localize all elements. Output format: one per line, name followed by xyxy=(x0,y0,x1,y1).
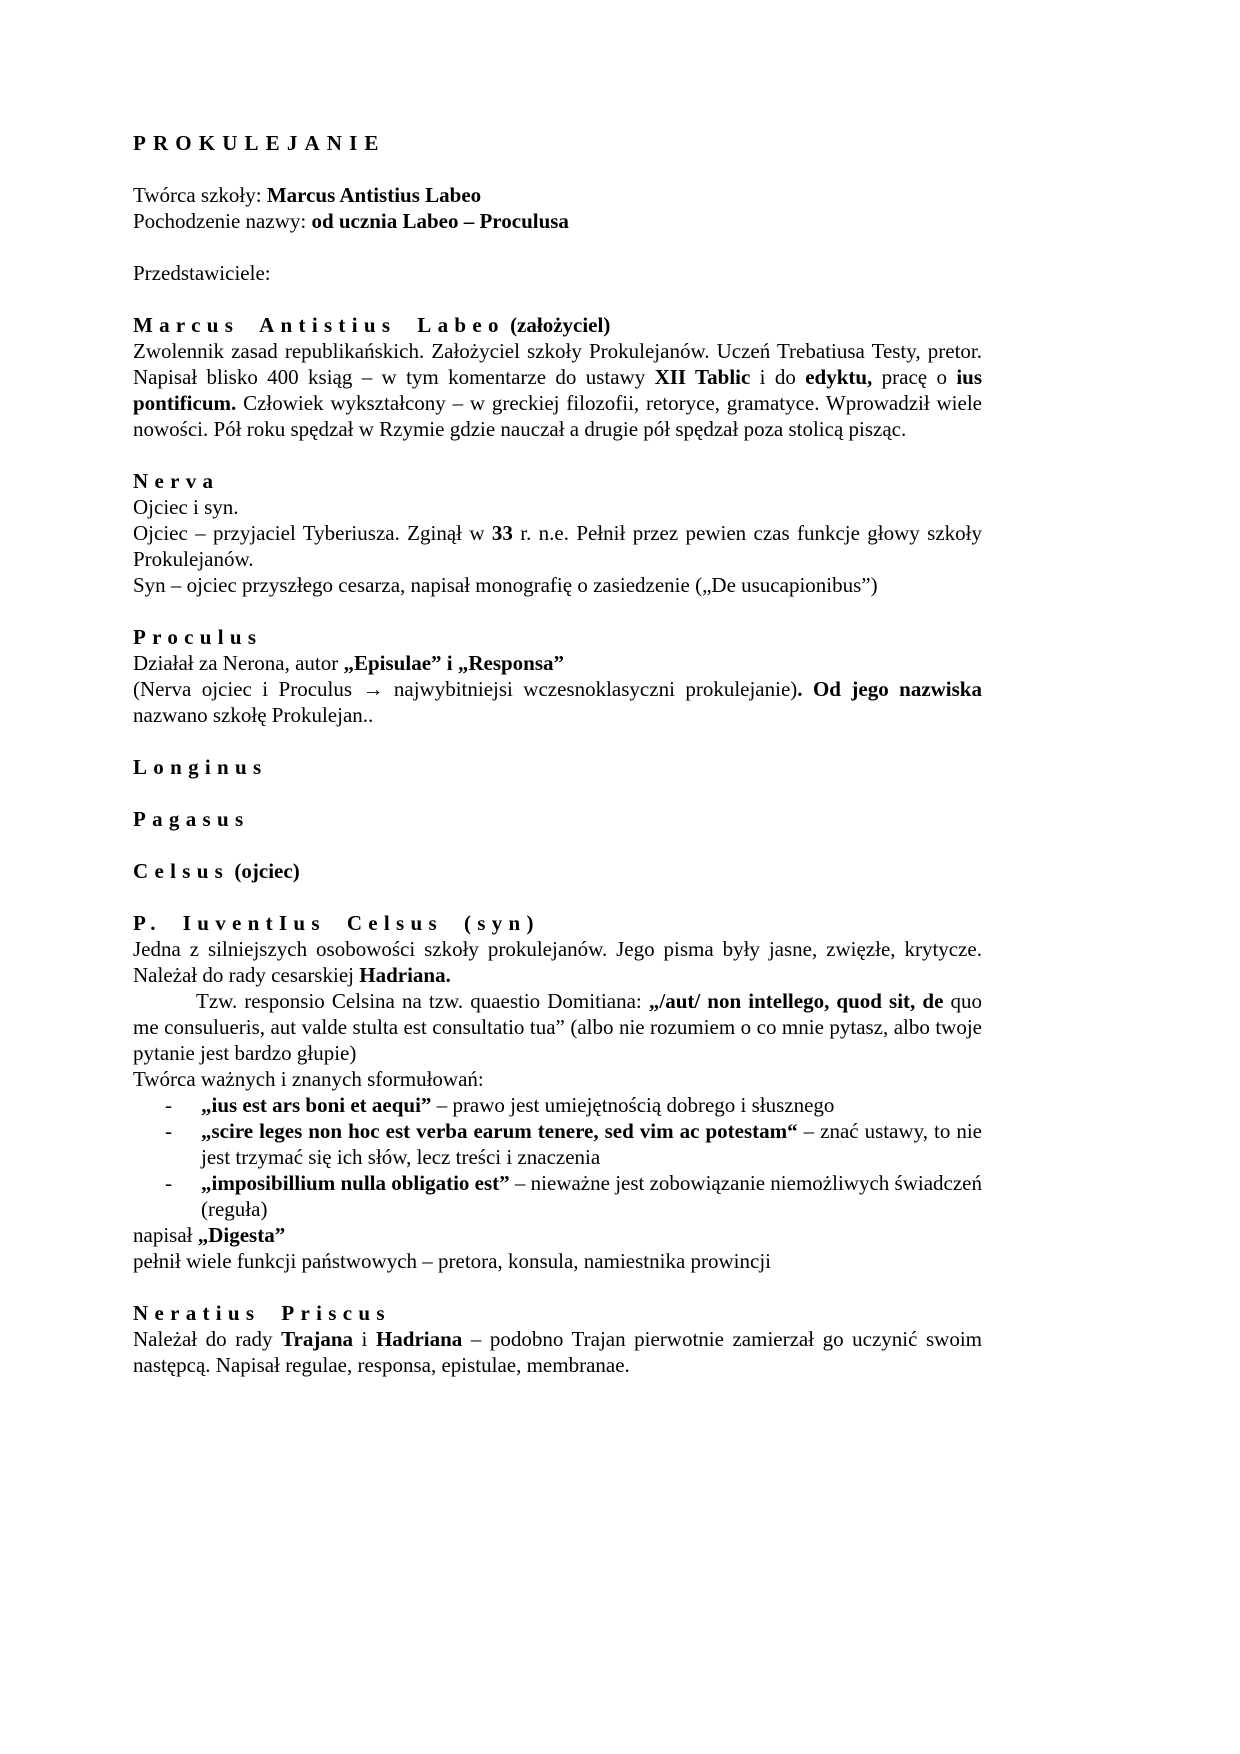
text-run: Twórca ważnych i znanych sformułowań: xyxy=(133,1067,484,1091)
text-run: P. IuventIus Celsus (syn) xyxy=(133,911,540,935)
list-item-text xyxy=(201,1170,982,1222)
paragraph xyxy=(133,1066,982,1092)
text-run: pełnił wiele funkcji państwowych – pretora, konsula, namiestnika prowincji xyxy=(133,1249,772,1273)
paragraph xyxy=(133,988,982,1066)
text-run: . Od jego nazwiska xyxy=(797,677,982,701)
text-run: Jedna z silniejszych osobowości szkoły prokulejanów. Jego pisma były jasne, zwięzłe, krytycze. Należał do rady cesarskiej xyxy=(133,937,982,987)
list-dash-marker: - xyxy=(165,1171,172,1195)
text-run: (założyciel) xyxy=(504,313,611,337)
text-run: Ojciec i syn. xyxy=(133,495,239,519)
text-run: Syn – ojciec przyszłego cesarza, napisał monografię o zasiedzenie („De usucapionibus”) xyxy=(133,573,878,597)
text-run: „/aut/ non intellego, quod sit, de xyxy=(648,989,944,1013)
document-title xyxy=(133,130,982,156)
text-run: Przedstawiciele: xyxy=(133,261,271,285)
text-run: „Episulae” i „Responsa” xyxy=(343,651,565,675)
list-item xyxy=(133,1118,982,1170)
section-heading xyxy=(133,754,982,780)
paragraph xyxy=(133,1248,982,1274)
text-run: Marcus Antistius Labeo xyxy=(133,313,505,337)
text-run: quo me consulueris, aut valde stulta est consultatio tua” (albo nie rozumiem o co mnie pytasz, albo twoje pytanie jest bardzo głupie) xyxy=(133,989,983,1065)
paragraph xyxy=(133,494,982,520)
section-heading xyxy=(133,624,982,650)
text-run: Zwolennik zasad republikańskich. Założyciel szkoły Prokulejanów. Uczeń Trebatiusa Testy, pretor. Napisał blisko 400 ksiąg – w tym komentarze do ustawy xyxy=(133,339,982,389)
text-run: „Digesta” xyxy=(197,1223,286,1247)
text-run: Należał do rady xyxy=(133,1327,282,1351)
text-run: Trajana xyxy=(281,1327,354,1351)
text-run: i do xyxy=(750,365,806,389)
text-run: od ucznia Labeo – Proculusa xyxy=(311,209,569,233)
text-run: Człowiek wykształcony – w greckiej filozofii, retoryce, gramatyce. Wprowadził wiele nowości. Pół roku spędzał w Rzymie gdzie nauczał a drugie pół spędzał poza stolicą pisząc. xyxy=(133,391,982,441)
text-run: „scire leges non hoc est verba earum tenere, sed vim ac potestam“ xyxy=(201,1119,798,1143)
list-item xyxy=(133,1170,982,1222)
text-run: Działał za Nerona, autor xyxy=(133,651,344,675)
text-run: Celsus xyxy=(133,859,230,883)
text-run: Ojciec – przyjaciel Tyberiusza. Zginął w xyxy=(133,521,492,545)
text-run: ius pontificum. xyxy=(133,365,982,415)
text-run: (Nerva ojciec i Proculus → najwybitniejsi wczesnoklasyczni prokulejanie) xyxy=(133,677,798,701)
text-run: „ius est ars boni et aequi” xyxy=(201,1093,432,1117)
text-run: – podobno Trajan pierwotnie zamierzał go uczynić swoim następcą. Napisał regulae, responsa, epistulae, membranae. xyxy=(133,1327,983,1377)
paragraph xyxy=(133,338,982,442)
text-run: r. n.e. Pełnił przez pewien czas funkcje głowy szkoły Prokulejanów. xyxy=(133,521,982,571)
section-heading xyxy=(133,910,982,936)
text-run: Hadriana. xyxy=(359,963,451,987)
section-heading xyxy=(133,468,982,494)
text-run: – znać ustawy, to nie jest trzymać się ich słów, lecz treści i znaczenia xyxy=(201,1119,982,1169)
text-run: nazwano szkołę Prokulejan.. xyxy=(133,703,374,727)
text-run: 33 xyxy=(491,521,513,545)
text-run: Hadriana xyxy=(375,1327,463,1351)
paragraph xyxy=(133,936,982,988)
text-run: – nieważne jest zobowiązanie niemożliwych świadczeń (reguła) xyxy=(201,1171,982,1221)
list-item-text xyxy=(201,1092,982,1118)
text-run: Marcus Antistius Labeo xyxy=(266,183,482,207)
text-run: Longinus xyxy=(133,755,268,779)
paragraph xyxy=(133,182,982,208)
text-run: – prawo jest umiejętnością dobrego i słusznego xyxy=(431,1093,835,1117)
text-run: Nerva xyxy=(133,469,220,493)
section-heading xyxy=(133,1300,982,1326)
paragraph xyxy=(133,520,982,572)
text-run: Pochodzenie nazwy: xyxy=(133,209,312,233)
text-run: Tzw. responsio Celsina na tzw. quaestio Domitiana: xyxy=(196,989,649,1013)
text-run: Twórca szkoły: xyxy=(133,183,267,207)
text-run: Pagasus xyxy=(133,807,250,831)
paragraph xyxy=(133,676,982,728)
text-run: napisał xyxy=(133,1223,198,1247)
paragraph xyxy=(133,208,982,234)
paragraph xyxy=(133,650,982,676)
paragraph xyxy=(133,260,982,286)
text-run: „imposibillium nulla obligatio est” xyxy=(201,1171,510,1195)
text-run: Neratius Priscus xyxy=(133,1301,391,1325)
section-heading xyxy=(133,858,982,884)
section-heading xyxy=(133,806,982,832)
text-run: i xyxy=(353,1327,376,1351)
list-dash-marker: - xyxy=(165,1119,172,1143)
document-body xyxy=(133,130,982,1378)
text-run: Proculus xyxy=(133,625,263,649)
list-item-text xyxy=(201,1118,982,1170)
text-run: edyktu, xyxy=(805,365,873,389)
section-heading xyxy=(133,312,982,338)
paragraph xyxy=(133,1222,982,1248)
paragraph xyxy=(133,1326,982,1378)
text-run: pracę o xyxy=(872,365,957,389)
list-dash-marker: - xyxy=(165,1093,172,1117)
paragraph xyxy=(133,572,982,598)
text-run: PROKULEJANIE xyxy=(133,131,386,155)
text-run: (ojciec) xyxy=(229,859,300,883)
list-item xyxy=(133,1092,982,1118)
text-run: XII Tablic xyxy=(654,365,751,389)
